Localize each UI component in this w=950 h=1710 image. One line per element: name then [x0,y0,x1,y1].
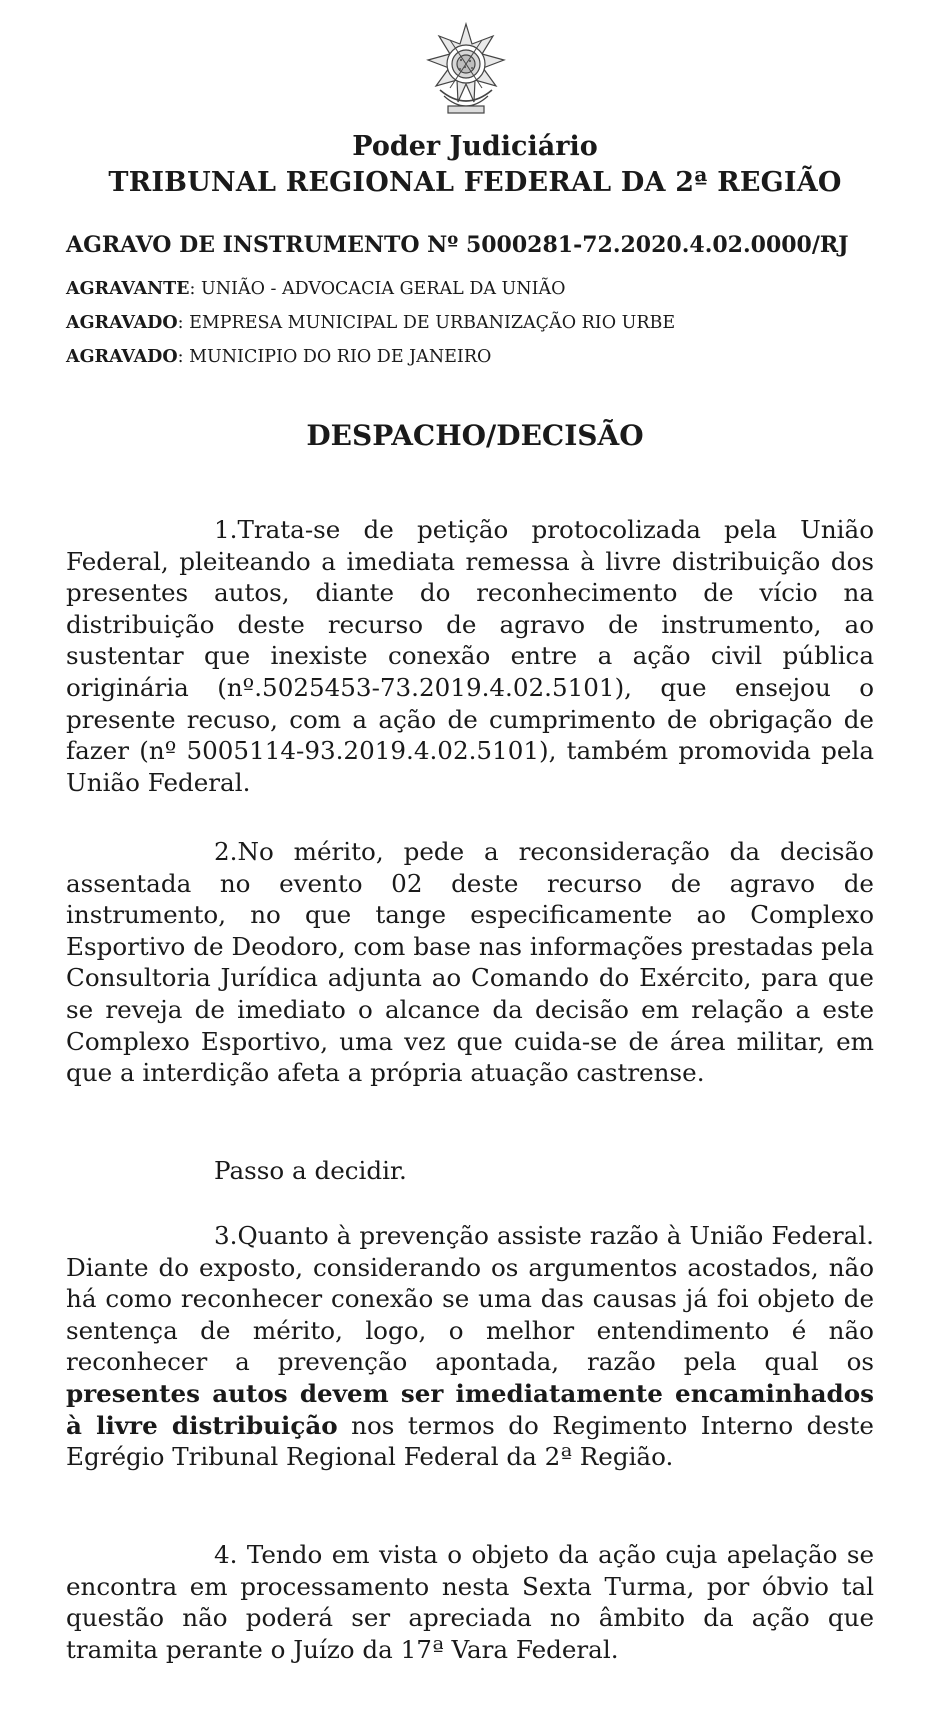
party-agravante [66,278,566,300]
court-name: Poder Judiciário [352,131,598,162]
party-separator: : [177,313,190,333]
document-title: DESPACHO/DECISÃO [306,419,644,452]
tribunal-name: TRIBUNAL REGIONAL FEDERAL DA 2ª REGIÃO [108,167,842,198]
paragraph-3-end: nos termos do Regimento Interno deste Egrégio Tribunal Regional Federal da 2ª Região. [66,1410,874,1472]
party-separator: : [177,347,190,367]
paragraph-3-emphasis: presentes autos devem ser imediatamente encaminhados à livre distribuição [66,1378,874,1440]
party-name: MUNICIPIO DO RIO DE JANEIRO [189,347,492,367]
party-role: AGRAVADO [66,347,178,367]
paragraph-1: 1.Trata-se de petição protocolizada pela União Federal, pleiteando a imediata remessa à livre distribuição dos presentes autos, diante do reconhecimento de vício na distribuição deste recurso de agravo de instrumento, ao sustentar que inexiste conexão entre a ação civil pública originária (nº.5025453-73.2019.4.02.5101), que ensejou o presente recuso, com a ação de cumprimento de obrigação de fazer (nº 5005114-93.2019.4.02.5101), também promovida pela União Federal. [66,515,874,797]
brazil-coat-of-arms-seal-icon [420,20,512,120]
party-role: AGRAVANTE [66,279,190,299]
paragraph-decision-intro: Passo a decidir. [214,1156,407,1185]
party-separator: : [189,279,201,299]
party-name: EMPRESA MUNICIPAL DE URBANIZAÇÃO RIO URBE [189,313,676,333]
paragraph-4: 4. Tendo em vista o objeto da ação cuja apelação se encontra em processamento nesta Sexta Turma, por óbvio tal questão não poderá ser apreciada no âmbito da ação que tramita perante o Juízo da 17ª Vara Federal. [66,1540,874,1664]
paragraph-3 [66,1220,874,1473]
party-agravado-2 [66,346,491,368]
paragraph-2: 2.No mérito, pede a reconsideração da decisão assentada no evento 02 deste recurso de agravo de instrumento, no que tange especificamente ao Complexo Esportivo de Deodoro, com base nas informações prestadas pela Consultoria Jurídica adjunta ao Comando do Exército, para que se reveja de imediato o alcance da decisão em relação a este Complexo Esportivo, uma vez que cuida-se de área militar, em que a interdição afeta a própria atuação castrense. [66,837,874,1088]
party-name: UNIÃO - ADVOCACIA GERAL DA UNIÃO [201,279,566,299]
case-number: AGRAVO DE INSTRUMENTO Nº 5000281-72.2020.4.02.0000/RJ [66,232,849,258]
paragraph-3-start: 3.Quanto à prevenção assiste razão à União Federal. Diante do exposto, considerando os argumentos acostados, não há como reconhecer conexão se uma das causas já foi objeto de sentença de mérito, logo, o melhor entendimento é não reconhecer a prevenção apontada, razão pela qual os [66,1221,874,1377]
party-role: AGRAVADO [66,313,178,333]
party-agravado-1 [66,312,675,334]
